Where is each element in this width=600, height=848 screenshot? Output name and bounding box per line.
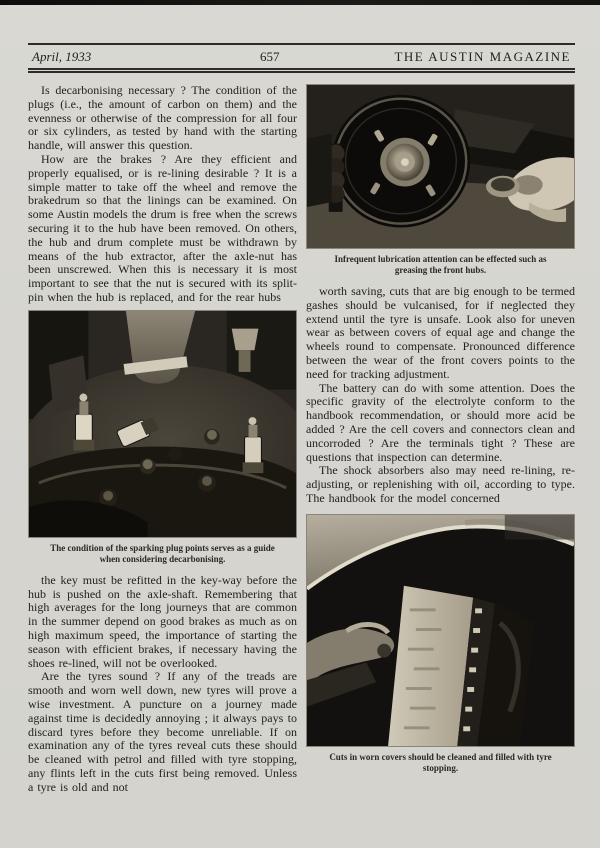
body-paragraph: The battery can do with some attention. Does the specific gravity of the electrolyte conform to the handbook recommendation, or should more acid be added ? Are the cell covers and connectors clean and uncorroded ? Are the terminals tight ? These are questions that inspection can determine. — [306, 380, 575, 464]
body-paragraph: the key must be refitted in the key-way before the hub is pushed on the axle-shaft. Remembering that high averages for the long journeys that are common in the summer depend on good brakes as much as on high maximum speed, the importance of starting the season with efficient brakes, if necessary having the shoes re-lined, will not be overlooked. — [28, 572, 297, 670]
two-column-body — [28, 84, 576, 795]
body-paragraph: How are the brakes ? Are they efficient and properly equalised, or is re-lining desirable ? It is a simple matter to take off the wheel and remove the brakedrum so that the linings can be examined. On some Austin models the drum is free when the screws securing it to the hub have been removed. On others, the hub and drum complete must be withdrawn by means of the hub extractor, after the axle-nut has been unscrewed. When this is necessary it is most important to see that the nut is secured with its split-pin when the hub is replaced, and for the rear hubs — [28, 151, 297, 304]
photo-caption: Cuts in worn covers should be cleaned and filled with tyre stopping. — [329, 751, 552, 773]
front-hub-photo — [306, 84, 575, 249]
left-column — [28, 84, 297, 795]
body-paragraph: Are the tyres sound ? If any of the treads are smooth and worn well down, new tyres will prove a wise investment. A puncture on a journey made against time is decidedly annoying ; it always pays to discard tyres before they become unreliable. If on examination any of the tyres reveal cuts these should be cleaned with petrol and filled with tyre stopping, any flints left in the cuts first being removed. Unless a tyre is old and not — [28, 669, 297, 794]
photo-caption: The condition of the sparking plug points serves as a guide when considering decarbonising. — [50, 542, 275, 564]
sparking-plugs-photo — [28, 310, 297, 538]
body-paragraph: Is decarbonising necessary ? The condition of the plugs (i.e., the amount of carbon on them) and the evenness or otherwise of the compression for all four or six cylinders, as tested by hand with the starting handle, will answer this question. — [28, 83, 297, 153]
body-paragraph: worth saving, cuts that are big enough to be termed gashes should be vulcanised, for if neglected they extend until the tyre is unsafe. Look also for uneven wear as between covers of equal age and change the wheels round to compensate. Pronounced difference between the wear of the front covers points to the need for tracking adjustment. — [306, 284, 575, 381]
right-column — [306, 84, 575, 795]
photo-caption: Infrequent lubrication attention can be effected such as greasing the front hubs. — [334, 254, 547, 275]
tyre-photo — [306, 514, 575, 747]
page-header — [28, 43, 575, 73]
issue-date: April, 1933 — [32, 49, 92, 64]
body-paragraph: The shock absorbers also may need re-lining, re-adjusting, or replenishing with oil, according to type. The handbook for the model concerned — [306, 463, 575, 505]
page-number: 657 — [260, 49, 280, 64]
magazine-title: THE AUSTIN MAGAZINE — [394, 49, 571, 64]
magazine-page — [0, 5, 600, 848]
